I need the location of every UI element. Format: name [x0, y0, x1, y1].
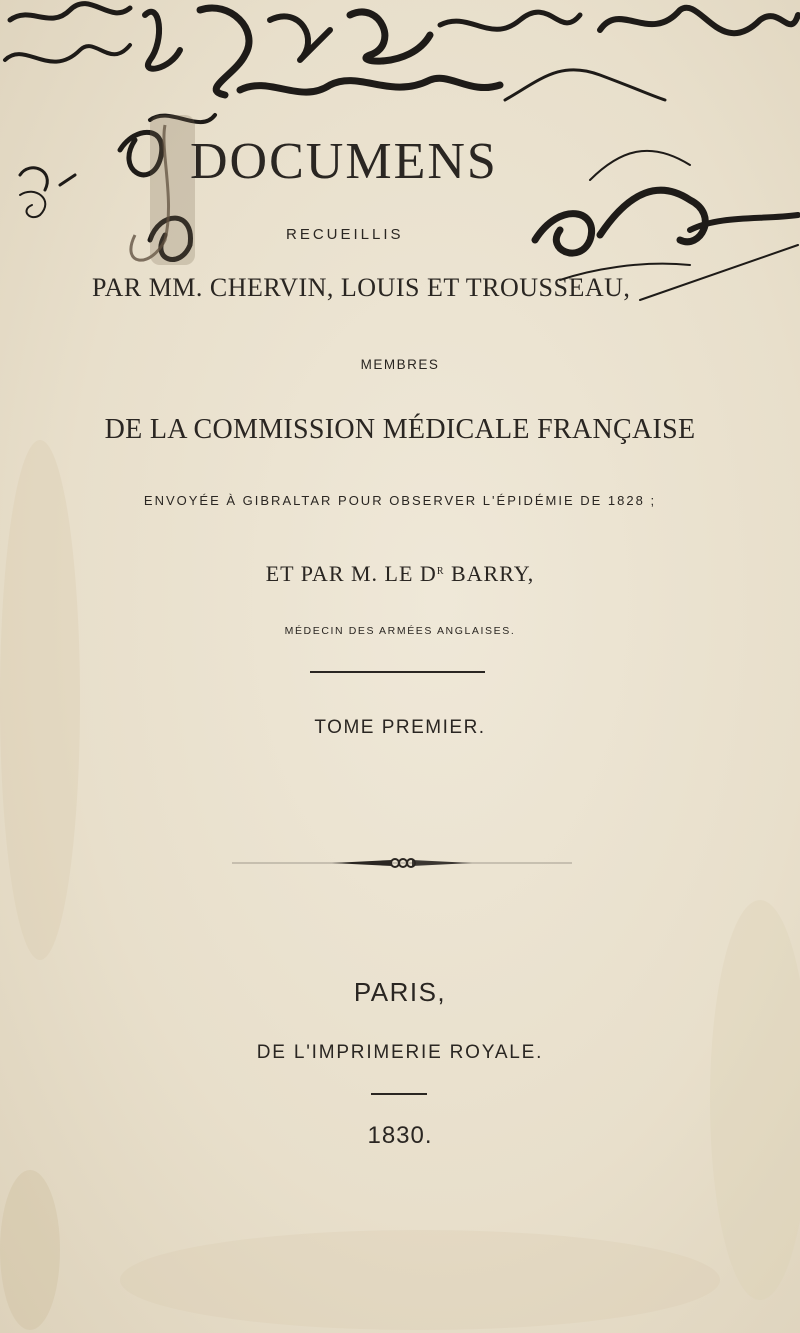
barry-prefix: ET PAR M. LE D — [265, 561, 437, 586]
city-line: PARIS, — [353, 977, 447, 1007]
recueillis-line: RECUEILLIS — [286, 226, 404, 243]
printer-ornament — [232, 848, 572, 878]
membres-line: MEMBRES — [360, 357, 440, 372]
short-divider-rule — [371, 1093, 427, 1095]
tome-line: TOME PREMIER. — [314, 717, 486, 738]
barry-suffix: BARRY, — [444, 561, 535, 586]
commission-line: DE LA COMMISSION MÉDICALE FRANÇAISE — [104, 414, 696, 445]
medecin-line: MÉDECIN DES ARMÉES ANGLAISES. — [284, 625, 516, 637]
barry-line — [0, 561, 800, 587]
envoyee-line: ENVOYÉE À GIBRALTAR POUR OBSERVER L'ÉPIDÉMIE DE 1828 ; — [143, 493, 657, 508]
authors-line: PAR MM. CHERVIN, LOUIS ET TROUSSEAU, — [92, 273, 631, 302]
main-title: DOCUMENS — [190, 133, 498, 190]
barry-superscript: R — [436, 566, 445, 577]
imprimerie-line: DE L'IMPRIMERIE ROYALE. — [256, 1042, 544, 1063]
divider-rule — [310, 671, 485, 673]
year-line: 1830. — [367, 1122, 433, 1149]
